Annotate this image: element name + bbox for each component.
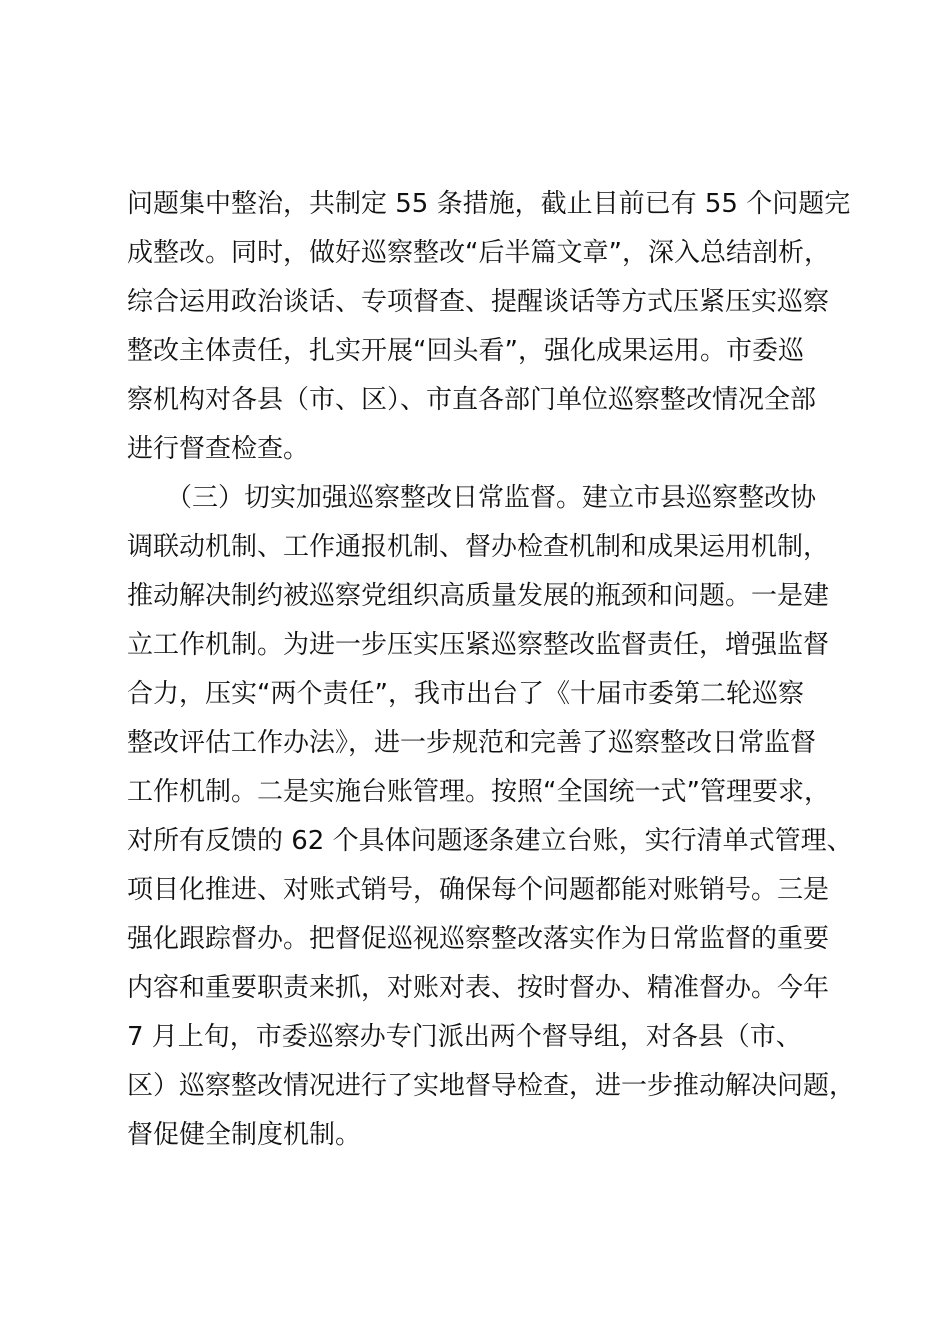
text-line: 问题集中整治，共制定 55 条措施，截止目前已有 55 个问题完 xyxy=(127,189,851,219)
body-text xyxy=(127,180,867,1160)
text-line: 调联动机制、工作通报机制、督办检查机制和成果运用机制， xyxy=(127,532,830,562)
text-line: 区）巡察整改情况进行了实地督导检查，进一步推动解决问题， xyxy=(127,1071,856,1101)
section-heading-line: （三）切实加强巡察整改日常监督。建立市县巡察整改协 xyxy=(127,483,817,513)
text-line: 工作机制。二是实施台账管理。按照“全国统一式”管理要求， xyxy=(127,777,830,807)
text-line: 7 月上旬，市委巡察办专门派出两个督导组，对各县（市、 xyxy=(127,1022,802,1052)
text-line: 推动解决制约被巡察党组织高质量发展的瓶颈和问题。一是建 xyxy=(127,581,830,611)
text-line: 内容和重要职责来抓，对账对表、按时督办、精准督办。今年 xyxy=(127,973,830,1003)
text-line: 立工作机制。为进一步压实压紧巡察整改监督责任，增强监督 xyxy=(127,630,830,660)
text-line: 整改评估工作办法》，进一步规范和完善了巡察整改日常监督 xyxy=(127,728,817,758)
text-line: 项目化推进、对账式销号，确保每个问题都能对账销号。三是 xyxy=(127,875,830,905)
text-line: 察机构对各县（市、区）、市直各部门单位巡察整改情况全部 xyxy=(127,385,817,415)
text-line: 综合运用政治谈话、专项督查、提醒谈话等方式压紧压实巡察 xyxy=(127,287,830,317)
text-line: 进行督查检查。 xyxy=(127,434,310,464)
text-line: 对所有反馈的 62 个具体问题逐条建立台账，实行清单式管理、 xyxy=(127,826,853,856)
text-line: 合力，压实“两个责任”，我市出台了《十届市委第二轮巡察 xyxy=(127,679,804,709)
text-line: 强化跟踪督办。把督促巡视巡察整改落实作为日常监督的重要 xyxy=(127,924,830,954)
text-line: 成整改。同时，做好巡察整改“后半篇文章”，深入总结剖析， xyxy=(127,238,830,268)
text-line: 督促健全制度机制。 xyxy=(127,1120,362,1150)
text-line: 整改主体责任，扎实开展“回头看”，强化成果运用。市委巡 xyxy=(127,336,804,366)
